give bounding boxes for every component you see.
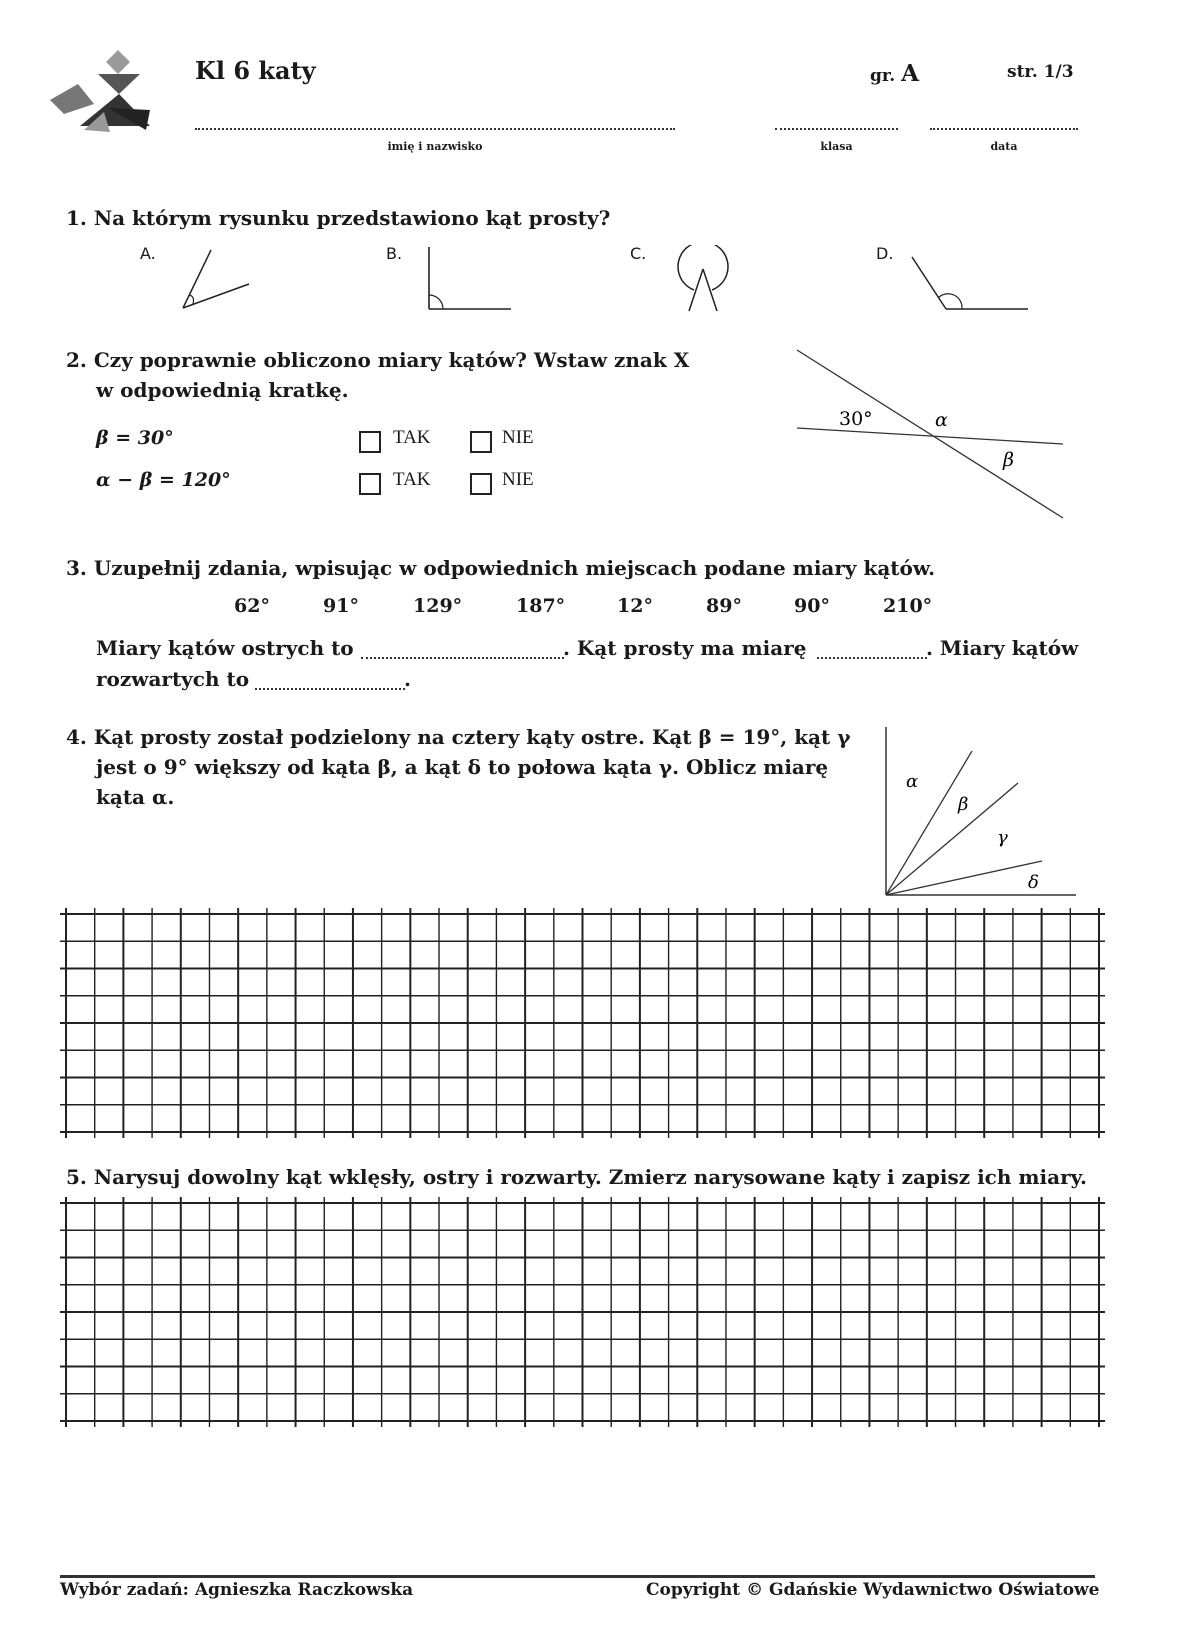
group-label: [870, 60, 919, 87]
label-gamma: γ: [997, 827, 1008, 848]
value-item: 90°: [794, 595, 830, 617]
acute-angles-blank[interactable]: [361, 657, 564, 659]
value-item: 91°: [323, 595, 359, 617]
group-prefix: gr.: [870, 66, 896, 86]
question-4-line-3: kąta α.: [96, 785, 175, 809]
q2-expr-1: β = 30°: [96, 427, 174, 449]
label-30-degrees: 30°: [839, 408, 873, 430]
q3-sentence-4: rozwartych to: [96, 667, 250, 691]
page-number: str. 1/3: [1007, 62, 1074, 82]
value-item: 129°: [413, 595, 463, 617]
q2-row2-yes-checkbox[interactable]: [359, 473, 381, 495]
q3-sentence-3: . Miary kątów: [926, 636, 1079, 660]
question-4-line-1: 4. Kąt prosty został podzielony na cztery kąty ostre. Kąt β = 19°, kąt γ: [66, 725, 851, 749]
value-item: 210°: [883, 595, 933, 617]
answer-grid-q4[interactable]: [60, 908, 1105, 1138]
question-5-text: 5. Narysuj dowolny kąt wklęsły, ostry i rozwarty. Zmierz narysowane kąty i zapisz ich miary.: [66, 1165, 1087, 1189]
right-angle-blank[interactable]: [817, 657, 927, 659]
option-b-label: B.: [386, 244, 403, 263]
q2-row1-no-label: NIE: [502, 427, 534, 448]
footer-rule: [60, 1575, 1095, 1578]
question-4-line-2: jest o 9° większy od kąta β, a kąt δ to połowa kąta γ. Oblicz miarę: [96, 755, 829, 779]
value-item: 62°: [234, 595, 270, 617]
q4-divided-right-angle-figure: [880, 725, 1080, 900]
name-field[interactable]: [195, 128, 675, 130]
date-field[interactable]: [930, 128, 1078, 130]
value-item: 187°: [516, 595, 566, 617]
q3-sentence-5: .: [404, 667, 411, 691]
option-c-label: C.: [630, 244, 647, 263]
q2-row2-yes-label: TAK: [393, 469, 431, 490]
angle-figure-b: [425, 245, 515, 315]
label-beta: β: [958, 794, 969, 815]
class-field[interactable]: [775, 128, 898, 130]
label-alpha: α: [935, 409, 948, 431]
class-label: klasa: [820, 140, 853, 153]
name-label: imię i nazwisko: [387, 140, 483, 153]
angle-figure-a: [175, 248, 255, 313]
group-letter: A: [901, 60, 919, 87]
date-label: data: [990, 140, 1018, 153]
publisher-logo: [50, 48, 155, 136]
question-3-text: 3. Uzupełnij zdania, wpisując w odpowiednich miejscach podane miary kątów.: [66, 556, 936, 580]
angle-figure-d: [910, 255, 1030, 315]
q2-expr-2: α − β = 120°: [96, 469, 231, 491]
obtuse-angles-blank[interactable]: [255, 688, 405, 690]
angle-figure-c: [672, 245, 734, 315]
option-d-label: D.: [876, 244, 894, 263]
q3-sentence-2: . Kąt prosty ma miarę: [563, 636, 807, 660]
q2-row2-no-label: NIE: [502, 469, 534, 490]
q2-row2-no-checkbox[interactable]: [470, 473, 492, 495]
q2-row1-no-checkbox[interactable]: [470, 431, 492, 453]
question-2-line-1: 2. Czy poprawnie obliczono miary kątów? Wstaw znak X: [66, 348, 690, 372]
question-2-line-2: w odpowiednią kratkę.: [96, 378, 349, 402]
q3-sentence-1: Miary kątów ostrych to: [96, 636, 354, 660]
q2-intersecting-lines-figure: [795, 348, 1070, 523]
question-1-text: 1. Na którym rysunku przedstawiono kąt prosty?: [66, 206, 611, 230]
value-item: 12°: [617, 595, 653, 617]
q2-row1-yes-label: TAK: [393, 427, 431, 448]
answer-grid-q5[interactable]: [60, 1197, 1105, 1427]
worksheet-title: Kl 6 katy: [195, 56, 316, 85]
footer-author: Wybór zadań: Agnieszka Raczkowska: [60, 1580, 414, 1600]
value-item: 89°: [706, 595, 742, 617]
q2-row1-yes-checkbox[interactable]: [359, 431, 381, 453]
label-beta: β: [1003, 449, 1014, 471]
footer-copyright: Copyright © Gdańskie Wydawnictwo Oświatowe: [646, 1580, 1100, 1600]
label-alpha: α: [906, 771, 919, 792]
option-a-label: A.: [140, 244, 156, 263]
label-delta: δ: [1028, 872, 1039, 893]
